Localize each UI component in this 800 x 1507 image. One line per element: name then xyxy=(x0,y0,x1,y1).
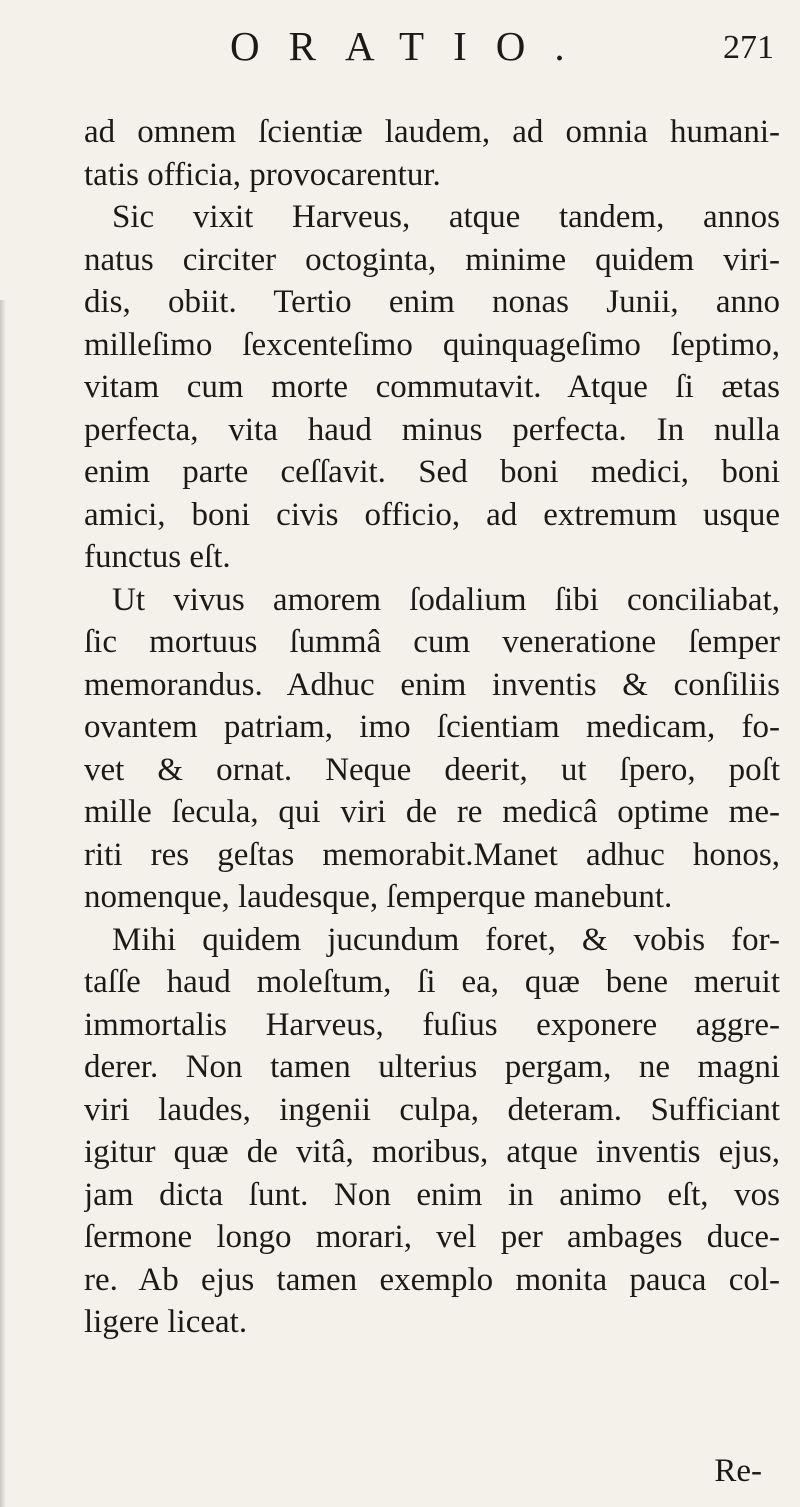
text-line: re. Ab ejus tamen exemplo monita pauca col- xyxy=(84,1261,780,1298)
text-line: Sic vixit Harveus, atque tandem, annos xyxy=(112,199,780,235)
text-line: vitam cum morte commutavit. Atque ſi ætas xyxy=(84,369,780,405)
body-text xyxy=(84,111,780,1344)
text-line: vet & ornat. Neque deerit, ut ſpero, poſt xyxy=(84,751,780,788)
running-title: ORATIO. xyxy=(230,23,594,69)
text-line: ligere liceat. xyxy=(84,1304,248,1340)
text-line: Mihi quidem jucundum foret, & vobis for- xyxy=(112,921,780,958)
page-number: 271 xyxy=(723,29,774,66)
text-line: enim parte ceſſavit. Sed boni medici, boni xyxy=(84,454,780,490)
text-line: ſermone longo morari, vel per ambages duce- xyxy=(84,1219,780,1255)
text-line: nomenque, laudesque, ſemperque manebunt. xyxy=(84,879,673,915)
text-line: taſſe haud moleſtum, ſi ea, quæ bene meruit xyxy=(84,964,780,1000)
text-line: viri laudes, ingenii culpa, deteram. Sufficiant xyxy=(84,1091,780,1128)
text-line: memorandus. Adhuc enim inventis & conſiliis xyxy=(84,666,780,703)
page-gutter-shadow xyxy=(0,300,6,1507)
text-line: immortalis Harveus, fuſius exponere aggre- xyxy=(84,1006,780,1043)
text-line: riti res geſtas memorabit.Manet adhuc honos, xyxy=(84,836,780,873)
text-line: igitur quæ de vitâ, moribus, atque inventis ejus, xyxy=(84,1134,780,1170)
text-line: amici, boni civis officio, ad extremum usque xyxy=(84,496,780,533)
text-line: jam dicta ſunt. Non enim in animo eſt, vos xyxy=(84,1176,780,1213)
running-head xyxy=(0,16,800,76)
text-line: natus circiter octoginta, minime quidem viri- xyxy=(84,241,780,278)
text-line: ſic mortuus ſummâ cum veneratione ſemper xyxy=(84,624,780,660)
text-line: Ut vivus amorem ſodalium ſibi conciliabat, xyxy=(112,581,780,618)
text-line: tatis officia, provocarentur. xyxy=(84,156,441,193)
text-line: dis, obiit. Tertio enim nonas Junii, anno xyxy=(84,284,780,320)
catchword: Re- xyxy=(714,1453,762,1489)
text-line: ad omnem ſcientiæ laudem, ad omnia humani- xyxy=(84,114,780,150)
text-line: perfecta, vita haud minus perfecta. In nulla xyxy=(84,411,780,448)
text-line: derer. Non tamen ulterius pergam, ne magni xyxy=(84,1049,780,1085)
text-line: functus eſt. xyxy=(84,539,231,575)
text-line: milleſimo ſexcenteſimo quinquageſimo ſeptimo, xyxy=(84,326,780,363)
text-line: mille ſecula, qui viri de re medicâ optime me- xyxy=(84,794,780,830)
text-line: ovantem patriam, imo ſcientiam medicam, fo- xyxy=(84,709,780,745)
